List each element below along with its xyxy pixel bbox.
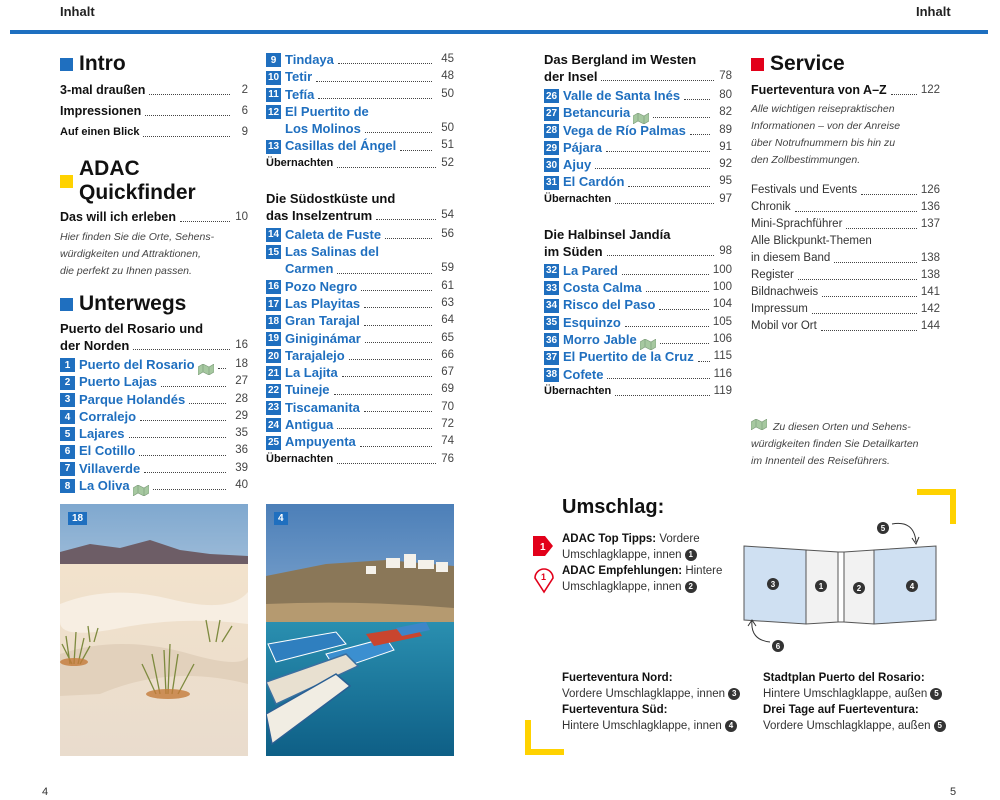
destination-number: 34 bbox=[545, 300, 558, 312]
destination-number: 10 bbox=[267, 71, 280, 83]
destination-number: 38 bbox=[545, 369, 558, 381]
destination-entry[interactable] bbox=[60, 425, 248, 442]
destination-name: Pájara bbox=[563, 139, 603, 155]
destination-entry[interactable] bbox=[544, 156, 732, 173]
map-icon bbox=[640, 337, 656, 348]
toc-item[interactable]: Übernachten 119 bbox=[544, 384, 732, 397]
destination-number: 37 bbox=[545, 351, 558, 363]
destination-page: 67 bbox=[441, 366, 454, 379]
destination-page: 80 bbox=[719, 89, 732, 101]
running-header-left: Inhalt bbox=[60, 4, 95, 19]
destination-name: Casillas del Ángel bbox=[285, 138, 397, 154]
destination-page: 66 bbox=[441, 348, 454, 361]
destination-name: La Pared bbox=[563, 262, 618, 278]
destination-entry[interactable] bbox=[266, 399, 454, 416]
destination-entry[interactable] bbox=[60, 477, 248, 494]
destination-page: 74 bbox=[441, 435, 454, 448]
destination-number: 36 bbox=[545, 334, 558, 346]
toc-item[interactable]: der Norden 16 bbox=[60, 338, 248, 353]
destination-name: Puerto del Rosario bbox=[79, 357, 195, 372]
corner-bracket-bottom-left bbox=[524, 720, 564, 756]
destination-number: 17 bbox=[267, 298, 280, 310]
cover-recommendations: ADAC Empfehlungen: Hintere Umschlagklappe, innen 2 bbox=[562, 565, 723, 593]
destination-name: Antigua bbox=[285, 417, 334, 433]
destination-name: Tetir bbox=[285, 69, 313, 85]
destination-name: Las Playitas bbox=[285, 295, 361, 311]
cover-fold-diagram bbox=[740, 516, 944, 656]
destination-name: Tefía bbox=[285, 86, 315, 102]
destination-number: 32 bbox=[545, 265, 558, 277]
destination-page: 27 bbox=[235, 375, 248, 388]
svg-text:3: 3 bbox=[770, 580, 776, 589]
destination-page: 48 bbox=[441, 70, 454, 83]
destination-number: 16 bbox=[267, 281, 280, 293]
toc-column-4 bbox=[751, 52, 940, 470]
destination-entry[interactable] bbox=[544, 87, 732, 104]
blue-square-icon bbox=[60, 58, 73, 71]
destination-page: 50 bbox=[441, 87, 454, 100]
destination-entry[interactable] bbox=[544, 279, 732, 296]
destination-name: Tuineje bbox=[285, 382, 330, 398]
destination-entry-continued[interactable] bbox=[266, 120, 454, 137]
destination-entry-continued[interactable] bbox=[266, 260, 454, 277]
blue-square-icon bbox=[60, 298, 73, 311]
destination-number: 19 bbox=[267, 333, 280, 345]
destination-name: Valle de Santa Inés bbox=[563, 88, 681, 103]
destination-page: 95 bbox=[719, 175, 732, 188]
destination-page: 70 bbox=[441, 400, 454, 413]
destination-entry[interactable] bbox=[60, 391, 248, 408]
service-description: Alle wichtigen reisepraktischen Informationen – von der Anreise über Notrufnummern bis hin zu den Zollbestimmungen. bbox=[751, 103, 901, 166]
service-item[interactable]: Register 138 bbox=[751, 269, 940, 281]
destination-page: 61 bbox=[441, 279, 454, 292]
service-list bbox=[751, 182, 940, 335]
destination-entry[interactable] bbox=[544, 104, 732, 121]
service-item[interactable]: Bildnachweis 141 bbox=[751, 286, 940, 298]
destination-list bbox=[544, 87, 732, 191]
destination-entry[interactable] bbox=[266, 295, 454, 312]
destination-page: 64 bbox=[441, 314, 454, 327]
destination-page: 72 bbox=[441, 418, 454, 431]
cover-city-three-days: Stadtplan Puerto del Rosario: Hintere Umschlagklappe, außen 5 Drei Tage auf Fuerteventura: Vordere Umschlagklappe, außen 5 bbox=[763, 670, 946, 734]
region-heading: Puerto del Rosario und bbox=[60, 321, 204, 336]
destination-name: La Oliva bbox=[79, 478, 130, 494]
service-item[interactable]: Chronik 136 bbox=[751, 201, 940, 213]
number-badge: 5 bbox=[930, 688, 942, 700]
destination-entry[interactable] bbox=[544, 296, 732, 313]
svg-text:4: 4 bbox=[909, 582, 915, 591]
destination-entry[interactable] bbox=[266, 243, 454, 260]
number-badge: 5 bbox=[934, 720, 946, 732]
destination-page: 65 bbox=[441, 331, 454, 344]
destination-name: El Puertito de bbox=[285, 103, 369, 119]
destination-number: 13 bbox=[267, 141, 280, 153]
destination-entry[interactable] bbox=[266, 68, 454, 85]
section-unterwegs-title: Unterwegs bbox=[60, 292, 248, 316]
map-icon bbox=[751, 419, 767, 430]
destination-page: 35 bbox=[235, 427, 248, 440]
service-item-continued[interactable]: in diesem Band 138 bbox=[751, 252, 940, 264]
destination-number: 11 bbox=[266, 88, 281, 102]
destination-page: 106 bbox=[712, 332, 732, 345]
destination-name: Costa Calma bbox=[563, 280, 642, 296]
destination-number: 15 bbox=[267, 246, 280, 258]
destination-number: 22 bbox=[267, 385, 280, 397]
destination-entry[interactable] bbox=[60, 408, 248, 425]
destination-entry[interactable] bbox=[266, 226, 454, 243]
destination-page: 56 bbox=[441, 227, 454, 240]
destination-number: 9 bbox=[266, 53, 281, 67]
destination-name: La Lajita bbox=[285, 365, 338, 381]
destination-number: 23 bbox=[267, 402, 280, 414]
destination-page: 69 bbox=[441, 383, 454, 396]
destination-name: Vega de Río Palmas bbox=[563, 122, 686, 138]
toc-item[interactable]: das Inselzentrum 54 bbox=[266, 207, 454, 223]
running-header-right: Inhalt bbox=[916, 4, 951, 19]
destination-entry[interactable] bbox=[544, 173, 732, 190]
service-item[interactable]: Impressum 142 bbox=[751, 303, 940, 315]
destination-entry[interactable] bbox=[266, 416, 454, 433]
destination-name: Cofete bbox=[563, 366, 604, 382]
toc-item[interactable]: Auf einen Blick 9 bbox=[60, 126, 248, 138]
photo-badge: 18 bbox=[68, 512, 87, 525]
destination-number: 21 bbox=[267, 367, 280, 379]
destination-page: 39 bbox=[235, 461, 248, 474]
destination-list bbox=[266, 51, 454, 155]
destination-page: 28 bbox=[235, 392, 248, 405]
toc-item[interactable]: der Insel 78 bbox=[544, 69, 732, 84]
destination-entry[interactable] bbox=[544, 122, 732, 139]
destination-entry[interactable] bbox=[266, 433, 454, 450]
destination-name: Corralejo bbox=[79, 408, 137, 424]
number-badge: 4 bbox=[725, 720, 737, 732]
recommendation-marker-icon bbox=[533, 566, 555, 594]
map-icon bbox=[133, 483, 149, 494]
toc-item[interactable]: im Süden 98 bbox=[544, 243, 732, 259]
page-number-right: 5 bbox=[950, 786, 957, 798]
destination-number: 29 bbox=[545, 142, 558, 154]
destination-entry[interactable] bbox=[544, 366, 732, 383]
destination-page: 45 bbox=[441, 53, 454, 65]
number-badge: 1 bbox=[685, 549, 697, 561]
destination-number: 1 bbox=[60, 358, 75, 372]
region-heading: Die Halbinsel Jandía bbox=[544, 226, 671, 242]
destination-name: Tindaya bbox=[285, 52, 334, 67]
yellow-square-icon bbox=[60, 175, 73, 188]
destination-name: Risco del Paso bbox=[563, 297, 656, 313]
destination-number: 8 bbox=[60, 479, 75, 493]
quickfinder-description: Hier finden Sie die Orte, Sehens- würdigkeiten und Attraktionen, die perfekt zu Ihnen passen. bbox=[60, 231, 215, 277]
destination-entry[interactable] bbox=[266, 364, 454, 381]
destination-name: Carmen bbox=[285, 261, 334, 277]
toc-column-3 bbox=[544, 51, 732, 400]
destination-list bbox=[544, 262, 732, 383]
destination-page: 116 bbox=[713, 367, 732, 380]
service-item[interactable]: Alle Blickpunkt-Themen bbox=[751, 235, 872, 247]
number-badge: 2 bbox=[685, 581, 697, 593]
destination-entry[interactable] bbox=[544, 139, 732, 156]
map-icon bbox=[198, 362, 214, 373]
number-badge: 3 bbox=[728, 688, 740, 700]
destination-entry[interactable] bbox=[266, 330, 454, 347]
region-heading: Die Südostküste und bbox=[266, 190, 396, 206]
section-service-title: Service bbox=[751, 52, 940, 76]
destination-name: Esquinzo bbox=[563, 314, 621, 330]
destination-name: Las Salinas del bbox=[285, 244, 379, 260]
destination-name: El Cardón bbox=[563, 174, 625, 190]
toc-column-2 bbox=[266, 51, 454, 468]
destination-name: Giniginámar bbox=[285, 330, 361, 346]
destination-page: 18 bbox=[235, 358, 248, 370]
destination-entry[interactable] bbox=[544, 348, 732, 365]
destination-list bbox=[266, 226, 454, 451]
region-heading: Das Bergland im Westen bbox=[544, 52, 697, 67]
svg-text:1: 1 bbox=[540, 542, 546, 553]
destination-page: 63 bbox=[441, 296, 454, 309]
destination-page: 104 bbox=[712, 298, 732, 311]
toc-item[interactable]: Übernachten 97 bbox=[544, 192, 732, 205]
destination-number: 27 bbox=[545, 107, 558, 119]
destination-name: Villaverde bbox=[79, 460, 141, 476]
service-item[interactable]: Mobil vor Ort 144 bbox=[751, 320, 940, 332]
destination-entry[interactable] bbox=[266, 278, 454, 295]
svg-text:5: 5 bbox=[880, 524, 886, 533]
destination-number: 14 bbox=[267, 229, 280, 241]
destination-number: 5 bbox=[60, 427, 75, 441]
destination-name: Tiscamanita bbox=[285, 399, 360, 415]
destination-name: Pozo Negro bbox=[285, 278, 358, 294]
destination-entry[interactable] bbox=[266, 381, 454, 398]
destination-entry[interactable] bbox=[60, 356, 248, 373]
toc-item[interactable]: Das will ich erleben 10 bbox=[60, 210, 248, 224]
destination-entry[interactable] bbox=[60, 442, 248, 459]
destination-name: Ampuyenta bbox=[285, 434, 356, 450]
destination-entry[interactable] bbox=[60, 460, 248, 477]
destination-page: 100 bbox=[712, 281, 732, 294]
toc-item[interactable]: 3-mal draußen 2 bbox=[60, 83, 248, 97]
destination-entry[interactable] bbox=[266, 347, 454, 364]
destination-number: 33 bbox=[545, 282, 558, 294]
destination-number: 26 bbox=[545, 90, 558, 102]
svg-text:2: 2 bbox=[856, 584, 862, 593]
destination-name: El Puertito de la Cruz bbox=[563, 349, 694, 365]
photo-badge: 4 bbox=[274, 512, 288, 525]
destination-name: Morro Jable bbox=[563, 331, 637, 347]
destination-number: 4 bbox=[60, 410, 75, 424]
destination-page: 100 bbox=[712, 263, 732, 276]
svg-text:1: 1 bbox=[541, 572, 547, 582]
map-icon bbox=[633, 111, 649, 122]
destination-name: Parque Holandés bbox=[79, 391, 186, 407]
destination-name: Lajares bbox=[79, 426, 125, 442]
service-item[interactable]: Festivals und Events 126 bbox=[751, 184, 940, 196]
destination-name: Ajuy bbox=[563, 157, 592, 173]
destination-entry[interactable] bbox=[266, 103, 454, 120]
service-item[interactable]: Mini-Sprachführer 137 bbox=[751, 218, 940, 230]
destination-page: 92 bbox=[719, 158, 732, 171]
destination-number: 24 bbox=[267, 419, 280, 431]
dunes-photo bbox=[60, 504, 248, 756]
destination-page: 105 bbox=[712, 315, 732, 328]
destination-name: Gran Tarajal bbox=[285, 313, 360, 329]
destination-page: 29 bbox=[235, 409, 248, 422]
destination-name: Betancuria bbox=[563, 105, 631, 121]
cover-north-south: Fuerteventura Nord: Vordere Umschlagklappe, innen 3 Fuerteventura Süd: Hintere Umschlagklappe, innen 4 bbox=[562, 670, 740, 734]
destination-name: Puerto Lajas bbox=[79, 374, 158, 390]
harbour-photo bbox=[266, 504, 454, 756]
destination-page: 89 bbox=[719, 123, 732, 136]
destination-number: 18 bbox=[267, 315, 280, 327]
top-tip-marker-icon bbox=[531, 534, 555, 558]
destination-page: 36 bbox=[235, 444, 248, 457]
destination-entry[interactable] bbox=[544, 331, 732, 348]
destination-number: 2 bbox=[60, 376, 75, 390]
destination-number: 7 bbox=[60, 462, 75, 476]
destination-entry[interactable] bbox=[266, 86, 454, 103]
destination-number: 12 bbox=[267, 106, 280, 118]
svg-text:6: 6 bbox=[775, 642, 781, 651]
toc-item[interactable]: Impressionen 6 bbox=[60, 104, 248, 118]
destination-number: 30 bbox=[545, 159, 558, 171]
red-square-icon bbox=[751, 58, 764, 71]
destination-page: 59 bbox=[441, 262, 454, 275]
toc-column-1 bbox=[60, 52, 248, 494]
destination-number: 6 bbox=[60, 445, 75, 459]
toc-item[interactable]: Übernachten 76 bbox=[266, 452, 454, 465]
destination-number: 31 bbox=[545, 177, 558, 189]
cover-top-tips: ADAC Top Tipps: Vordere Umschlagklappe, innen 1 bbox=[562, 533, 700, 561]
cover-section-title: Umschlag: bbox=[562, 496, 665, 518]
destination-entry[interactable] bbox=[544, 314, 732, 331]
toc-item[interactable]: Fuerteventura von A–Z 122 bbox=[751, 83, 940, 97]
destination-entry[interactable] bbox=[266, 137, 454, 154]
section-intro-title: Intro bbox=[60, 52, 248, 76]
destination-number: 28 bbox=[545, 125, 558, 137]
map-note: Zu diesen Orten und Sehens- würdigkeiten finden Sie Detailkarten im Innenteil des Reiseführers. bbox=[751, 421, 919, 467]
destination-page: 50 bbox=[441, 122, 454, 135]
header-rule bbox=[10, 30, 988, 34]
svg-text:1: 1 bbox=[818, 582, 824, 591]
destination-name: Tarajalejo bbox=[285, 347, 345, 363]
destination-name: El Cotillo bbox=[79, 443, 136, 459]
destination-entry[interactable] bbox=[544, 262, 732, 279]
destination-number: 20 bbox=[267, 350, 280, 362]
destination-entry[interactable] bbox=[266, 51, 454, 68]
destination-list bbox=[60, 356, 248, 494]
destination-number: 3 bbox=[60, 393, 75, 407]
destination-name: Caleta de Fuste bbox=[285, 226, 382, 242]
dunes-image bbox=[60, 504, 248, 756]
destination-entry[interactable] bbox=[60, 373, 248, 390]
destination-page: 91 bbox=[719, 140, 732, 153]
destination-page: 82 bbox=[719, 106, 732, 119]
destination-page: 115 bbox=[713, 350, 732, 363]
page-number-left: 4 bbox=[42, 786, 49, 798]
destination-entry[interactable] bbox=[266, 312, 454, 329]
destination-page: 40 bbox=[235, 479, 248, 492]
destination-number: 35 bbox=[545, 317, 558, 329]
destination-number: 25 bbox=[267, 437, 280, 448]
harbour-image bbox=[266, 504, 454, 756]
destination-page: 51 bbox=[441, 139, 454, 152]
toc-item[interactable]: Übernachten 52 bbox=[266, 156, 454, 169]
section-quickfinder-title: ADAC Quickfinder bbox=[60, 157, 248, 205]
destination-name: Los Molinos bbox=[285, 121, 361, 137]
